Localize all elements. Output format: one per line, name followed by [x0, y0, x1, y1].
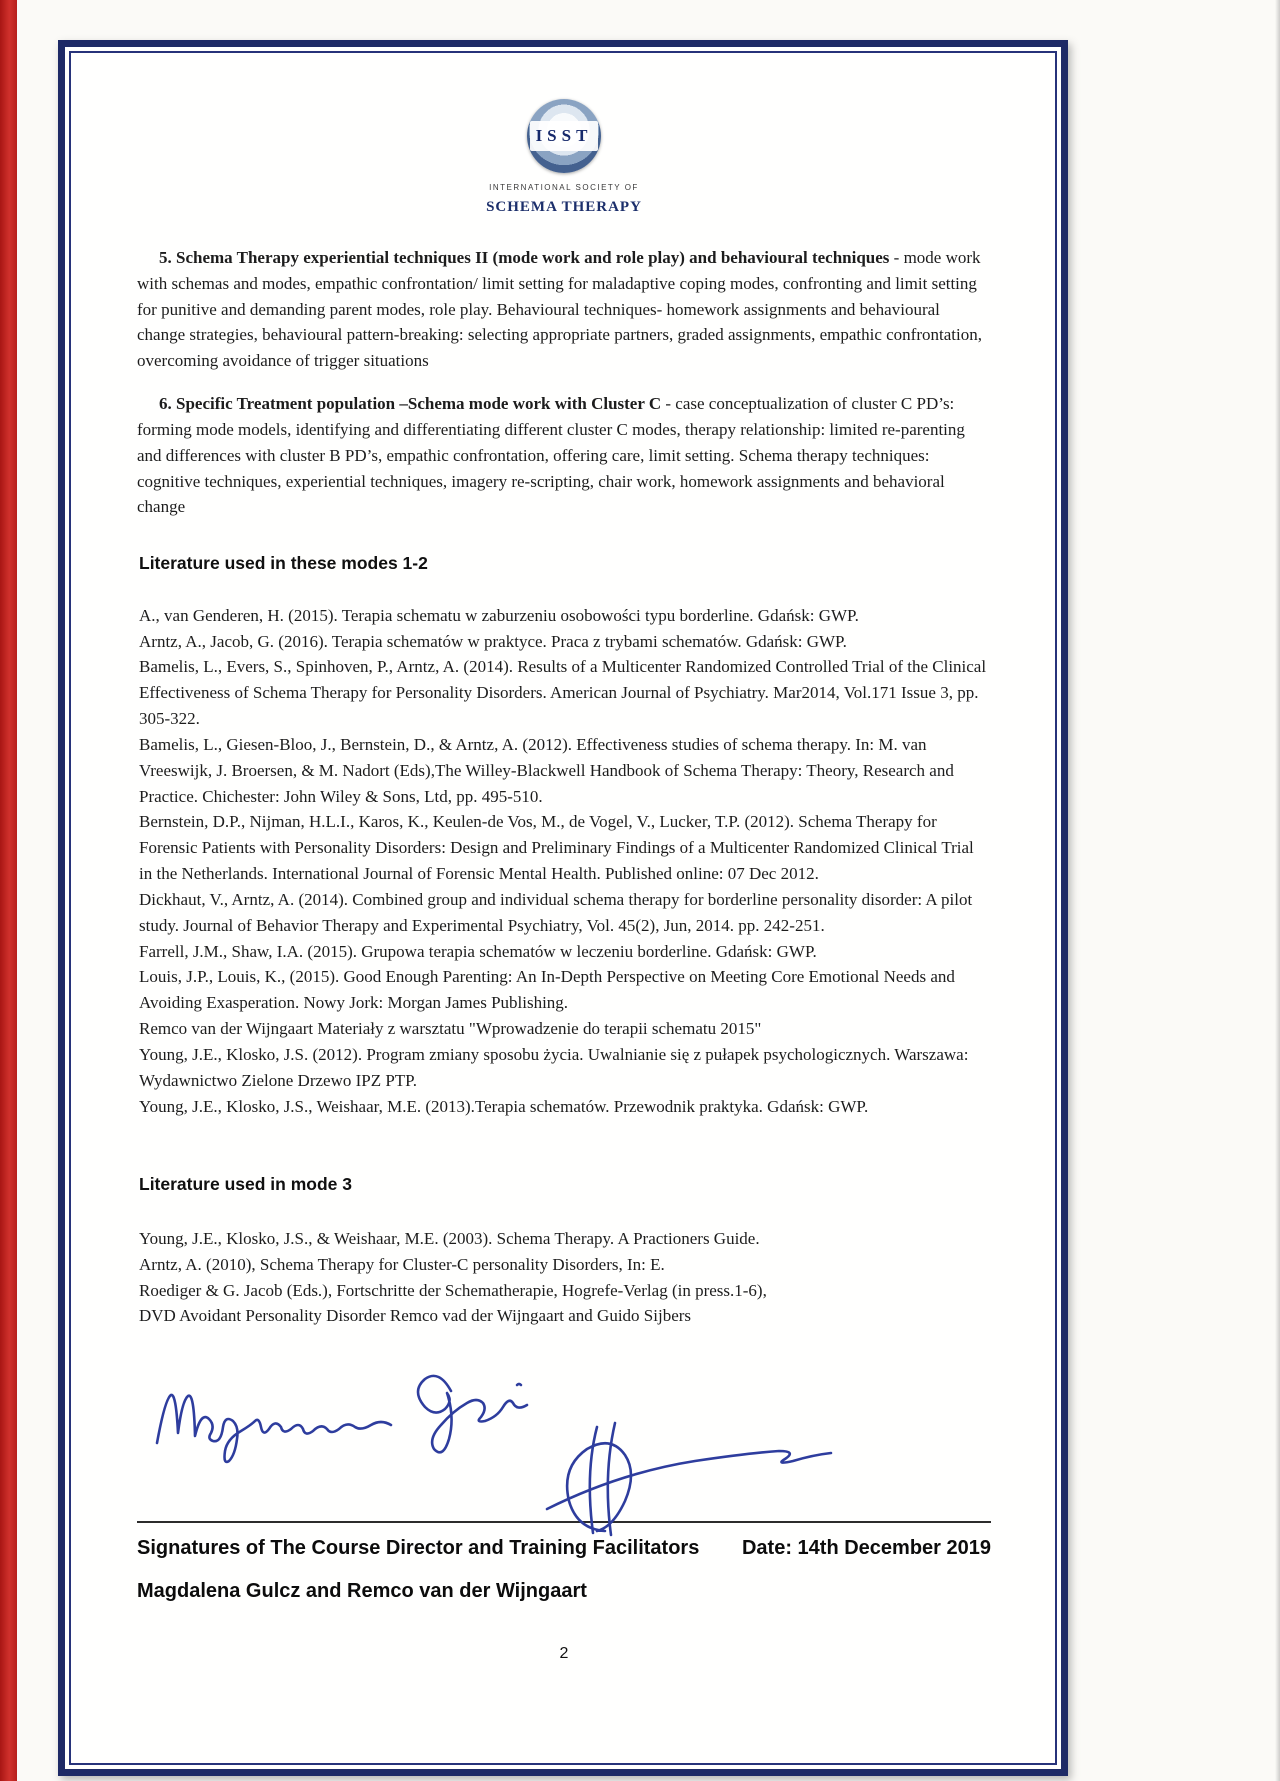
signature-guler-ink	[405, 1363, 540, 1483]
literature-modes-1-2-heading: Literature used in these modes 1-2	[139, 553, 428, 574]
document-content	[71, 53, 1055, 1763]
director-names: Magdalena Gulcz and Remco van der Wijngaart	[137, 1579, 587, 1602]
section-5-lead: 5. Schema Therapy experiential techniques II (mode work and role play) and behavioural techniques	[159, 247, 890, 267]
certificate-frame	[58, 40, 1068, 1776]
reference-item: Bamelis, L., Evers, S., Spinhoven, P., Arntz, A. (2014). Results of a Multicenter Randomized Controlled Trial of the Clinical Effectiveness of Schema Therapy for Personality Disorders. American Journal of Psychiatry. Mar2014, Vol.171 Issue 3, pp. 305-322.	[139, 657, 987, 729]
reference-item: Bamelis, L., Giesen-Bloo, J., Bernstein, D., & Arntz, A. (2012). Effectiveness studies of schema therapy. In: M. van Vreeswijk, J. Broersen, & M. Nadort (Eds),The Willey-Blackwell Handbook of Schema Therapy: Theory, Research and Practice. Chichester: John Wiley & Sons, Ltd, pp. 495-510.	[139, 734, 954, 806]
signatures-area	[137, 1363, 991, 1521]
isst-logo-subtitle: SCHEMA THERAPY	[486, 199, 642, 216]
reference-item: Remco van der Wijngaart Materiały z warsztatu "Wprowadzenie do terapii schematu 2015"	[139, 1019, 762, 1039]
reference-item: Young, J.E., Klosko, J.S. (2012). Program zmiany sposobu życia. Uwalnianie się z pułapek psychologicznych. Warszawa: Wydawnictwo Zielone Drzewo IPZ PTP.	[139, 1044, 969, 1090]
isst-logo-band	[530, 121, 599, 151]
reference-item: Bernstein, D.P., Nijman, H.L.I., Karos, K., Keulen-de Vos, M., de Vogel, V., Lucker, T.P. (2012). Schema Therapy for Forensic Patients with Personality Disorders: Design and Preliminary Findings of a Multicenter Randomized Clinical Trial in the Netherlands. International Journal of Forensic Mental Health. Published online: 07 Dec 2012.	[139, 812, 974, 884]
reference-item: Arntz, A. (2010), Schema Therapy for Cluster-C personality Disorders, In: E.	[139, 1254, 665, 1274]
isst-logo	[137, 99, 991, 219]
section-5-body: - mode work with schemas and modes, empathic confrontation/ limit setting for maladaptive coping modes, confronting and limit setting for punitive and demanding parent modes, role play. Behavioural techniques- homework assignments and behavioural change strategies, behavioural pattern-breaking: selecting appropriate partners, graded assignments, empathic confrontation, overcoming avoidance of trigger situations	[137, 247, 982, 371]
date-label: Date: 14th December 2019	[741, 1537, 991, 1560]
scan-page-edge	[1275, 0, 1280, 1781]
signature-magdalena-ink	[149, 1381, 399, 1481]
signature-caption: Signatures of The Course Director and Training Facilitators	[137, 1537, 700, 1560]
signature-remco-ink	[535, 1409, 835, 1553]
page-number: 2	[559, 1645, 569, 1663]
reference-item: DVD Avoidant Personality Disorder Remco vad der Wijngaart and Guido Sijbers	[139, 1306, 692, 1326]
reference-item: A., van Genderen, H. (2015). Terapia schematu w zaburzeniu osobowości typu borderline. Gdańsk: GWP.	[139, 605, 859, 625]
reference-item: Arntz, A., Jacob, G. (2016). Terapia schematów w praktyce. Praca z trybami schematów. Gdańsk: GWP.	[139, 631, 847, 651]
reference-item: Dickhaut, V., Arntz, A. (2014). Combined group and individual schema therapy for borderline personality disorder: A pilot study. Journal of Behavior Therapy and Experimental Psychiatry, Vol. 45(2), Jun, 2014. pp. 242-251.	[139, 889, 973, 935]
isst-logo-seal	[527, 99, 601, 173]
literature-mode-3-list	[139, 1226, 991, 1329]
reference-item: Young, J.E., Klosko, J.S., Weishaar, M.E. (2013).Terapia schematów. Przewodnik praktyka. Gdańsk: GWP.	[139, 1096, 869, 1116]
reference-item: Farrell, J.M., Shaw, I.A. (2015). Grupowa terapia schematów w leczeniu borderline. Gdańsk: GWP.	[139, 941, 817, 961]
isst-logo-subtitle-small: INTERNATIONAL SOCIETY OF	[489, 183, 639, 192]
section-6-lead: 6. Specific Treatment population –Schema mode work with Cluster C	[159, 394, 662, 414]
scan-edge-stripe	[0, 0, 17, 1781]
certificate-inner-border	[69, 51, 1057, 1765]
section-6-body: - case conceptualization of cluster C PD’s: forming mode models, identifying and differentiating different cluster C modes, therapy relationship: limited re-parenting and differences with cluster B PD’s, empathic confrontation, offering care, limit setting. Schema therapy techniques: cognitive techniques, experiential techniques, imagery re-scripting, chair work, homework assignments and behavioral change	[137, 394, 965, 517]
reference-item: Louis, J.P., Louis, K., (2015). Good Enough Parenting: An In-Depth Perspective on Meeting Core Emotional Needs and Avoiding Exasperation. Nowy Jork: Morgan James Publishing.	[139, 967, 955, 1013]
literature-modes-1-2-list	[139, 603, 991, 1120]
section-5-paragraph	[137, 245, 991, 374]
reference-item: Roediger & G. Jacob (Eds.), Fortschritte der Schematherapie, Hogrefe-Verlag (in press.1-6),	[139, 1280, 767, 1300]
isst-logo-text: ISST	[535, 126, 593, 146]
literature-mode-3-heading: Literature used in mode 3	[139, 1174, 352, 1195]
section-6-paragraph	[137, 391, 991, 520]
reference-item: Young, J.E., Klosko, J.S., & Weishaar, M.E. (2003). Schema Therapy. A Practioners Guide.	[139, 1228, 760, 1248]
